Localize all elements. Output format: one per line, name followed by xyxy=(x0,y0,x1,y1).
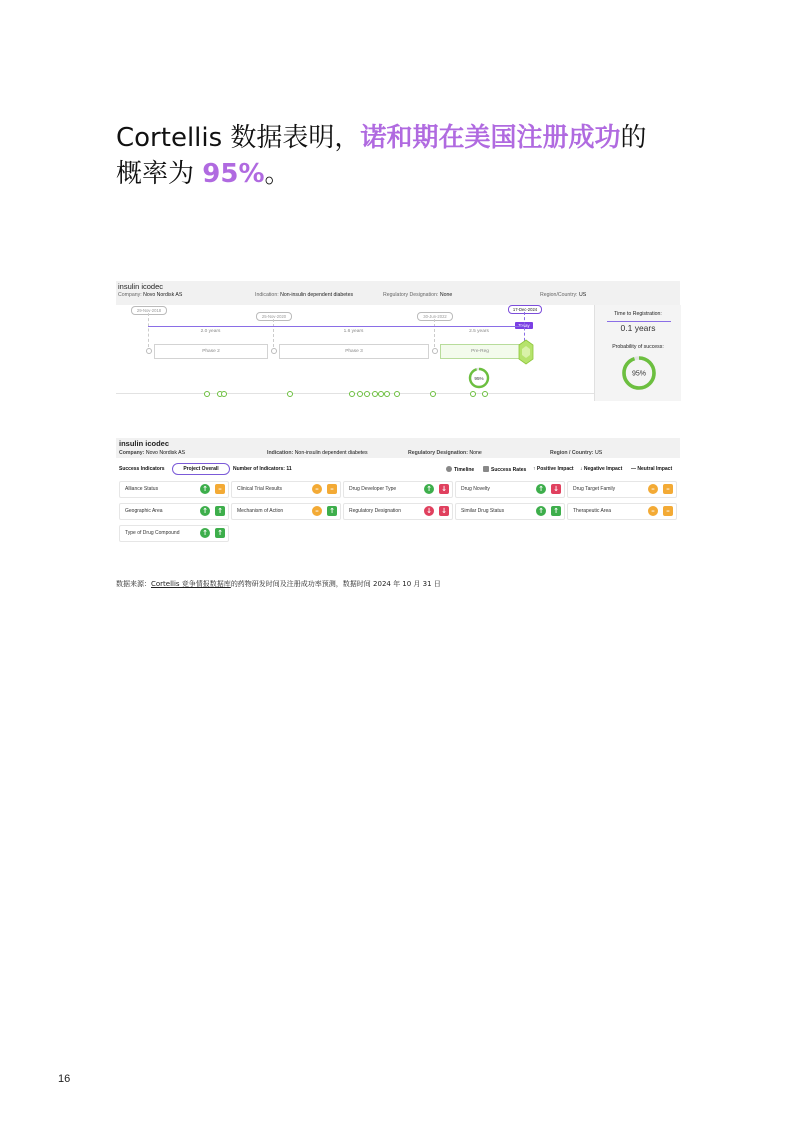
timeline-bar xyxy=(148,326,524,327)
phase-node xyxy=(271,348,277,354)
source-link[interactable]: Cortellis 竞争情报数据库 xyxy=(151,580,231,588)
headline-highlight: 诺和期在美国注册成功 xyxy=(360,123,621,153)
indicator-card[interactable] xyxy=(231,481,341,498)
event-dot xyxy=(349,391,355,397)
phase-2-segment: Phase 2 xyxy=(154,344,268,359)
timeline-impact-neutral-icon: – xyxy=(648,484,658,494)
legend-success-rates: Success Rates xyxy=(483,466,526,473)
success-rate-impact-down-icon: ↓ xyxy=(551,484,561,494)
duration-label: 1.6 years xyxy=(343,329,364,334)
timeline-impact-up-icon: ↑ xyxy=(200,528,210,538)
indicator-card[interactable] xyxy=(455,503,565,520)
success-rate-impact-neutral-icon: – xyxy=(327,484,337,494)
indicator-label: Drug Novelty xyxy=(461,486,490,492)
success-ring-small-label: 95% xyxy=(474,375,484,381)
probability-label: Probability of success: xyxy=(612,344,664,350)
success-ring-small xyxy=(468,367,490,389)
registration-sidebar xyxy=(594,305,681,401)
indicator-label: Drug Developer Type xyxy=(349,486,397,492)
date-pill: 25-Nov-2020 xyxy=(256,312,292,321)
drug-title: insulin icodec xyxy=(118,282,164,291)
date-pill: 30-Jun-2022 xyxy=(417,312,453,321)
indicator-card[interactable] xyxy=(119,503,229,520)
duration-label: 2.0 years xyxy=(200,329,221,334)
probability-ring xyxy=(621,355,657,391)
page-number: 16 xyxy=(58,1073,71,1085)
indicators-panel xyxy=(116,438,680,544)
headline-line-2 xyxy=(116,156,716,192)
success-rate-square-icon xyxy=(483,466,489,472)
success-rate-impact-down-icon: ↓ xyxy=(439,506,449,516)
event-dot xyxy=(221,391,227,397)
indicator-label: Alliance Status xyxy=(125,486,159,492)
success-rate-impact-neutral-icon: – xyxy=(663,506,673,516)
headline-suffix: 的 xyxy=(620,123,647,153)
registration-range-line xyxy=(607,321,671,322)
regulatory-meta: Regulatory Designation: None xyxy=(383,292,453,298)
timeline-impact-up-icon: ↑ xyxy=(424,484,434,494)
timeline-impact-neutral-icon: – xyxy=(648,506,658,516)
timeline-impact-neutral-icon: – xyxy=(312,484,322,494)
indicator-label: Regulatory Designation xyxy=(349,508,401,514)
date-pill: 29-Nov-2018 xyxy=(131,306,167,315)
event-dot xyxy=(482,391,488,397)
success-rate-impact-down-icon: ↓ xyxy=(439,484,449,494)
success-rate-impact-neutral-icon: – xyxy=(215,484,225,494)
region-meta: Region/Country: US xyxy=(540,292,587,298)
pre-reg-segment: Pre-Reg xyxy=(440,344,520,359)
indication-meta: Indication: Non-insulin dependent diabetes xyxy=(255,292,354,298)
timeline-impact-neutral-icon: – xyxy=(312,506,322,516)
probability-value: 95% xyxy=(631,370,647,378)
indicator-card[interactable] xyxy=(119,525,229,542)
indicator-label: Mechanism of Action xyxy=(237,508,284,514)
time-to-registration-label: Time to Registration: xyxy=(614,311,662,317)
time-to-registration-value: 0.1 years xyxy=(620,323,656,333)
today-badge: Today xyxy=(515,322,533,329)
timeline-panel xyxy=(116,281,680,401)
indicator-card[interactable] xyxy=(343,503,453,520)
source-note: 数据来源：Cortellis 竞争情报数据库的药物研发时间及注册成功率预测，数据时间 2024 年 10 月 31 日 xyxy=(116,580,441,588)
registration-hexagon-icon xyxy=(517,339,535,365)
headline-line-1 xyxy=(116,120,716,156)
phase-node xyxy=(432,348,438,354)
company-meta: Company: Novo Nordisk AS xyxy=(119,450,186,456)
timeline-impact-down-icon: ↓ xyxy=(424,506,434,516)
event-dot xyxy=(470,391,476,397)
legend-positive: ↑ Positive Impact xyxy=(533,466,574,472)
legend-neutral: — Neutral Impact xyxy=(631,466,673,472)
success-rate-impact-up-icon: ↑ xyxy=(551,506,561,516)
event-dot xyxy=(204,391,210,397)
success-rate-impact-up-icon: ↑ xyxy=(215,506,225,516)
duration-label: 2.5 years xyxy=(469,329,489,334)
indicator-card[interactable] xyxy=(567,503,677,520)
headline xyxy=(116,120,716,192)
headline-line2-suffix: 。 xyxy=(264,159,291,189)
success-indicators-label: Success Indicators xyxy=(119,466,165,472)
indicator-card[interactable] xyxy=(119,481,229,498)
indicator-card[interactable] xyxy=(231,503,341,520)
success-rate-impact-up-icon: ↑ xyxy=(215,528,225,538)
timeline-impact-up-icon: ↑ xyxy=(200,484,210,494)
phase-node xyxy=(146,348,152,354)
event-dot xyxy=(430,391,436,397)
timeline-impact-up-icon: ↑ xyxy=(536,506,546,516)
timeline-circle-icon xyxy=(446,466,452,472)
event-dot xyxy=(364,391,370,397)
event-dot xyxy=(384,391,390,397)
headline-percent: 95% xyxy=(202,159,265,189)
indication-meta: Indication: Non-insulin dependent diabetes xyxy=(267,450,368,456)
event-dot xyxy=(357,391,363,397)
indicator-label: Drug Target Family xyxy=(573,486,616,492)
project-overall-tab[interactable]: Project Overall xyxy=(172,463,230,475)
event-dot xyxy=(287,391,293,397)
headline-line2-prefix: 概率为 xyxy=(116,159,203,189)
headline-prefix: Cortellis 数据表明， xyxy=(116,123,361,153)
regulatory-meta: Regulatory Designation: None xyxy=(408,450,482,456)
success-rate-impact-neutral-icon: – xyxy=(663,484,673,494)
indicator-card[interactable] xyxy=(567,481,677,498)
timeline-axis xyxy=(116,393,594,394)
indicators-header xyxy=(116,438,680,458)
timeline-header xyxy=(116,281,680,305)
event-dot xyxy=(394,391,400,397)
indicator-label: Clinical Trial Results xyxy=(237,486,283,492)
legend-timeline: Timeline xyxy=(446,466,474,473)
number-of-indicators: Number of Indicators: 11 xyxy=(233,466,292,472)
timeline-impact-up-icon: ↑ xyxy=(200,506,210,516)
region-meta: Region / Country: US xyxy=(550,450,603,456)
current-date-pill: 17-Dec-2024 xyxy=(508,305,542,314)
indicators-drug-title: insulin icodec xyxy=(119,439,170,448)
indicator-card[interactable] xyxy=(455,481,565,498)
indicators-toolbar xyxy=(116,460,680,478)
indicator-label: Similar Drug Status xyxy=(461,508,505,514)
indicator-label: Geographic Area xyxy=(125,508,163,514)
company-meta: Company: Novo Nordisk AS xyxy=(118,292,183,298)
legend-negative: ↓ Negative Impact xyxy=(580,466,623,472)
indicator-label: Therapeutic Area xyxy=(573,508,612,514)
indicator-label: Type of Drug Compound xyxy=(125,530,180,536)
timeline-impact-up-icon: ↑ xyxy=(536,484,546,494)
indicator-card[interactable] xyxy=(343,481,453,498)
phase-3-segment: Phase 3 xyxy=(279,344,429,359)
success-rate-impact-up-icon: ↑ xyxy=(327,506,337,516)
